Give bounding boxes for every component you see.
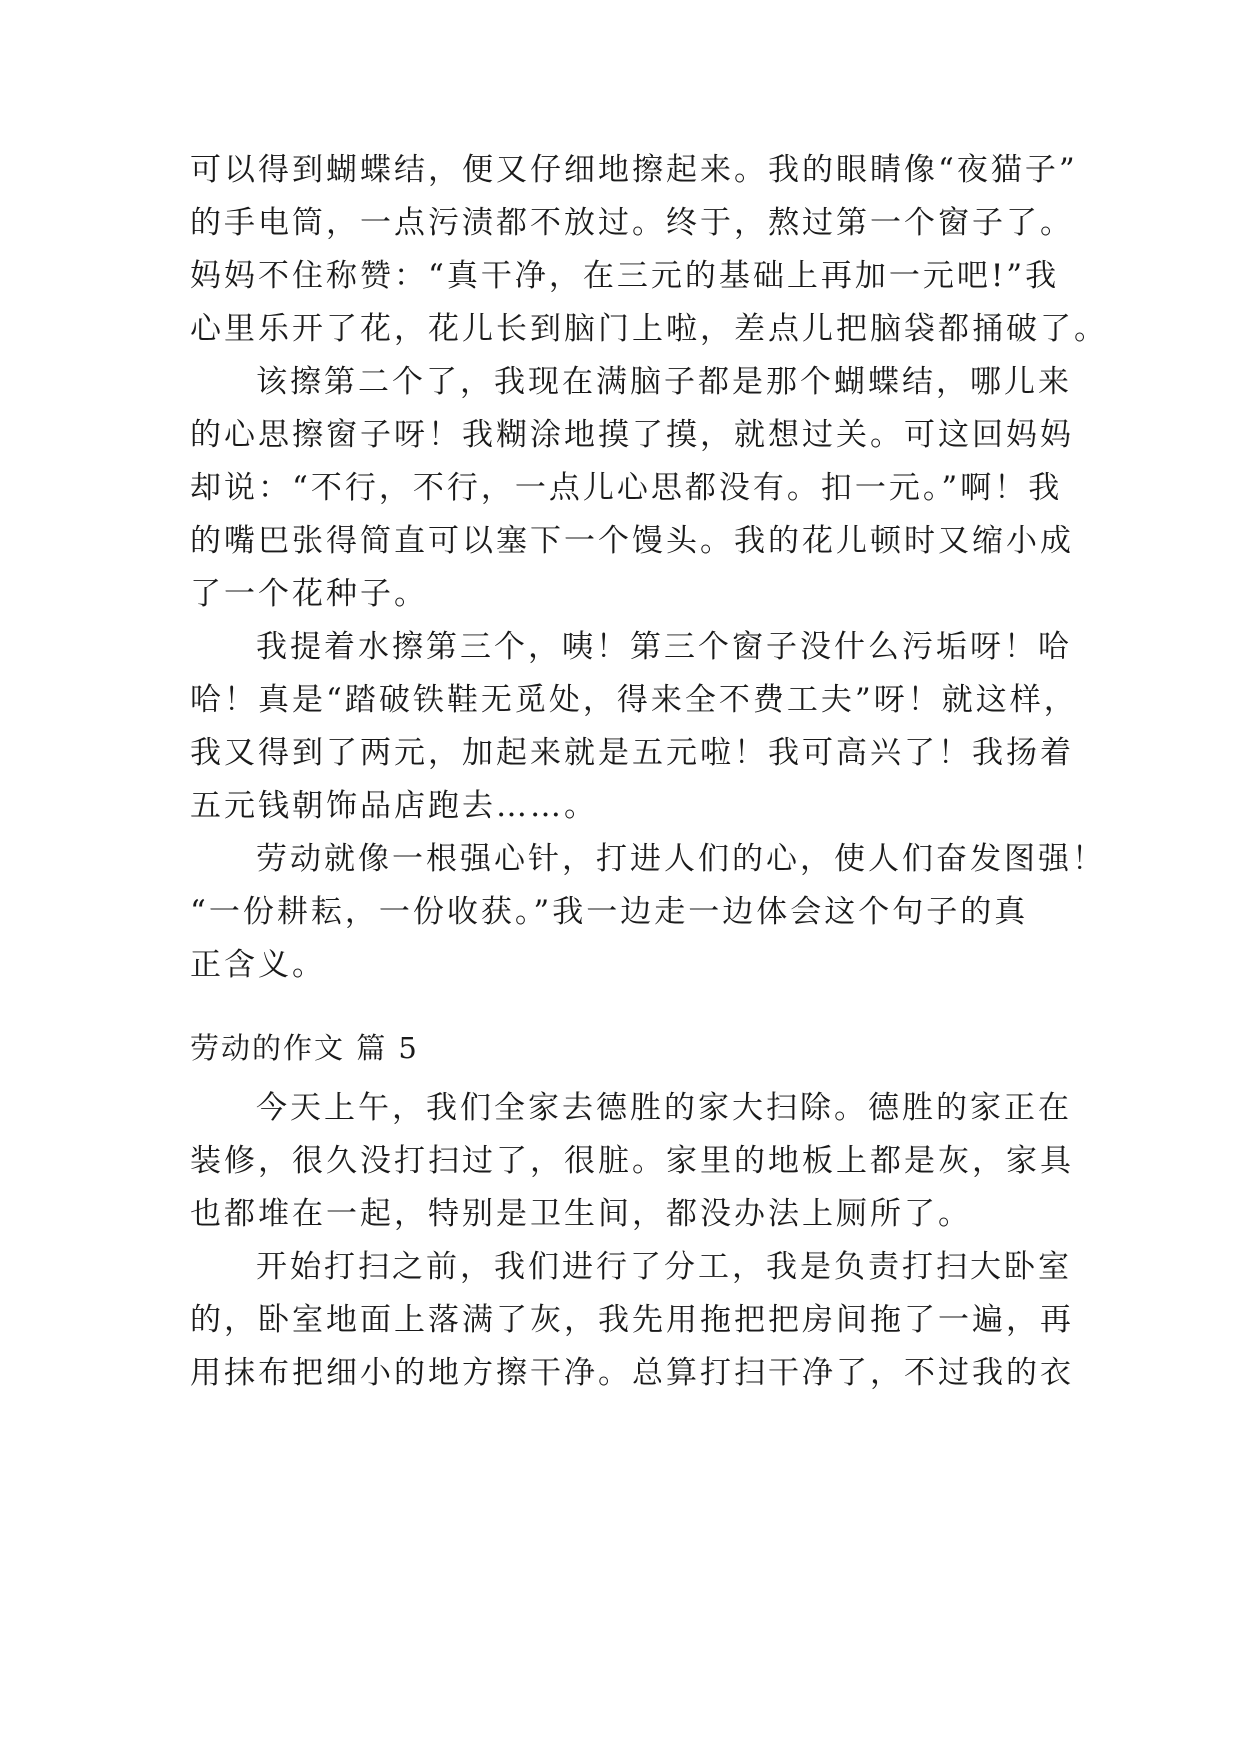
text-line: 哈！真是“踏破铁鞋无觅处，得来全不费工夫”呀！就这样， xyxy=(190,682,1078,718)
text-line: 妈妈不住称赞：“真干净，在三元的基础上再加一元吧!”我 xyxy=(190,258,1060,294)
text-line: 正含义。 xyxy=(190,947,326,983)
text-line: 的心思擦窗子呀！我糊涂地摸了摸，就想过关。可这回妈妈 xyxy=(190,417,1074,453)
text-line: 却说：“不行，不行，一点儿心思都没有。扣一元。”啊！我 xyxy=(190,470,1063,506)
text-line: 心里乐开了花，花儿长到脑门上啦，差点儿把脑袋都捅破了。 xyxy=(190,311,1108,347)
paragraph-start-line: 开始打扫之前，我们进行了分工，我是负责打扫大卧室 xyxy=(256,1249,1072,1285)
section-title: 劳动的作文 篇 5 xyxy=(190,1031,419,1065)
text-line: 我又得到了两元，加起来就是五元啦！我可高兴了！我扬着 xyxy=(190,735,1074,771)
paragraph-start-line: 今天上午，我们全家去德胜的家大扫除。德胜的家正在 xyxy=(256,1090,1072,1126)
text-line: 五元钱朝饰品店跑去……。 xyxy=(190,788,598,824)
text-line: “一份耕耘，一份收获。”我一边走一边体会这个句子的真 xyxy=(190,894,1029,930)
text-line: 可以得到蝴蝶结，便又仔细地擦起来。我的眼睛像“夜猫子” xyxy=(190,152,1078,188)
text-line: 也都堆在一起，特别是卫生间，都没办法上厕所了。 xyxy=(190,1196,972,1232)
text-line: 装修，很久没打扫过了，很脏。家里的地板上都是灰，家具 xyxy=(190,1143,1074,1179)
text-line: 了一个花种子。 xyxy=(190,576,428,612)
text-line: 的手电筒，一点污渍都不放过。终于，熬过第一个窗子了。 xyxy=(190,205,1074,241)
paragraph-start-line: 劳动就像一根强心针，打进人们的心，使人们奋发图强！ xyxy=(256,841,1106,877)
paragraph-start-line: 该擦第二个了，我现在满脑子都是那个蝴蝶结，哪儿来 xyxy=(256,364,1072,400)
paragraph-start-line: 我提着水擦第三个，咦！第三个窗子没什么污垢呀！哈 xyxy=(256,629,1072,665)
text-line: 用抹布把细小的地方擦干净。总算打扫干净了，不过我的衣 xyxy=(190,1355,1074,1391)
text-line: 的嘴巴张得简直可以塞下一个馒头。我的花儿顿时又缩小成 xyxy=(190,523,1074,559)
text-line: 的，卧室地面上落满了灰，我先用拖把把房间拖了一遍，再 xyxy=(190,1302,1074,1338)
